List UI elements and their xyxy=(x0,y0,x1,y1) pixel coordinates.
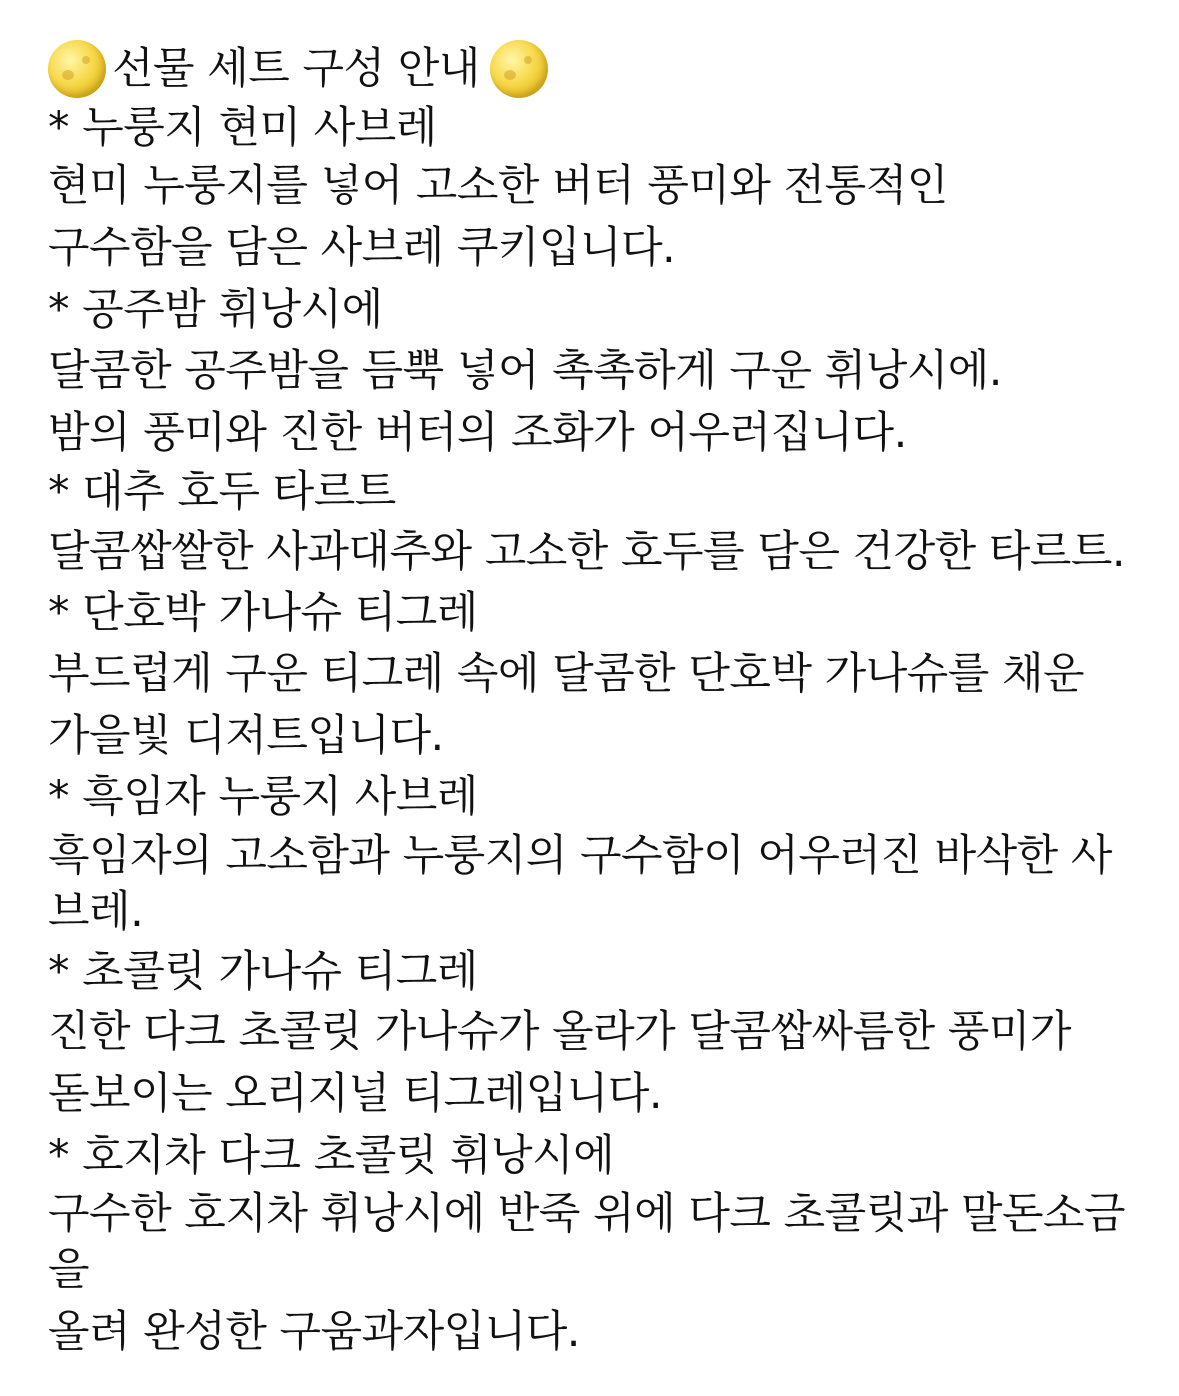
item-description: 달콤쌉쌀한 사과대추와 고소한 호두를 담은 건강한 타르트. xyxy=(48,527,1126,577)
item-description: 흑임자의 고소함과 누룽지의 구수함이 어우러진 바삭한 사 xyxy=(48,831,1112,881)
item-description: 부드럽게 구운 티그레 속에 달콤한 단호박 가나슈를 채운 xyxy=(48,649,1085,699)
title-text: 선물 세트 구성 안내 xyxy=(112,44,480,94)
item-description: 브레. xyxy=(48,887,144,937)
item-description: 구수한 호지차 휘낭시에 반죽 위에 다크 초콜릿과 말돈소금 xyxy=(48,1189,1126,1239)
item-description: 밤의 풍미와 진한 버터의 조화가 어우러집니다. xyxy=(48,408,907,458)
item-description: 돋보이는 오리지널 티그레입니다. xyxy=(48,1069,663,1119)
item-heading: * 단호박 가나슈 티그레 xyxy=(48,588,478,638)
item-heading: * 흑임자 누룽지 사브레 xyxy=(48,772,478,822)
item-description: 가을빛 디저트입니다. xyxy=(48,711,444,761)
item-description: 진한 다크 초콜릿 가나슈가 올라가 달콤쌉싸름한 풍미가 xyxy=(48,1007,1071,1057)
item-description: 달콤한 공주밤을 듬뿍 넣어 촉촉하게 구운 휘낭시에. xyxy=(48,346,1002,396)
item-description: 구수함을 담은 사브레 쿠키입니다. xyxy=(48,223,676,273)
title-row xyxy=(48,40,1159,98)
full-moon-icon xyxy=(48,40,106,98)
item-heading: * 초콜릿 가나슈 티그레 xyxy=(48,947,478,997)
item-heading: * 호지차 다크 초콜릿 휘낭시에 xyxy=(48,1131,615,1181)
item-heading: * 대추 호두 타르트 xyxy=(48,467,396,517)
item-description: 올려 완성한 구움과자입니다. xyxy=(48,1307,580,1357)
item-heading: * 누룽지 현미 사브레 xyxy=(48,103,437,153)
item-heading: * 공주밤 휘낭시에 xyxy=(48,285,383,335)
item-description: 을 xyxy=(48,1245,90,1295)
item-description: 현미 누룽지를 넣어 고소한 버터 풍미와 전통적인 xyxy=(48,161,948,211)
full-moon-icon xyxy=(490,40,548,98)
